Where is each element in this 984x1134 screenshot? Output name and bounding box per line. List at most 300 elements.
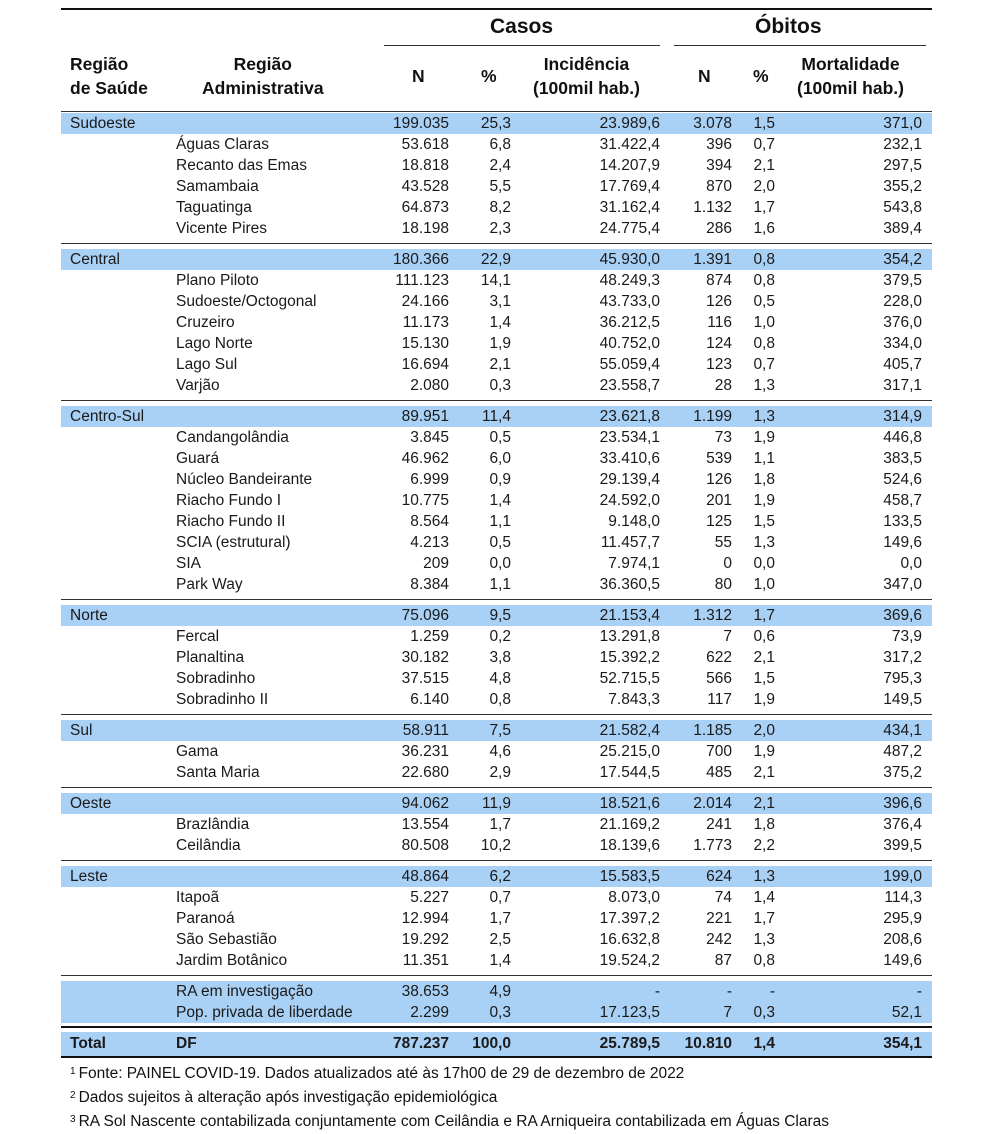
incidence: 21.169,2: [599, 816, 660, 833]
deaths-n: 874: [706, 272, 732, 289]
bottom-rule: [61, 1056, 932, 1058]
cases-pct: 4,6: [489, 743, 511, 760]
ra-row: [61, 689, 932, 710]
footnote: $^2$ Dados sujeitos à alteração após investigação epidemiológica: [70, 1089, 498, 1106]
cases-n: 6.140: [410, 691, 449, 708]
region-name: Central: [70, 251, 120, 268]
ra-name: Varjão: [176, 377, 220, 394]
header-regiao-adm: Região Administrativa: [202, 54, 324, 98]
cases-pct: 0,5: [489, 534, 511, 551]
deaths-n: 2.014: [693, 795, 732, 812]
incidence: 17.397,2: [599, 910, 660, 927]
cases-n: 11.351: [402, 952, 449, 969]
mortality: 149,5: [883, 691, 922, 708]
incidence: 29.139,4: [599, 471, 660, 488]
ra-name: Taguatinga: [176, 199, 252, 216]
deaths-pct: 0,3: [753, 1004, 775, 1021]
ra-name: Jardim Botânico: [176, 952, 288, 969]
cases-pct: 2,1: [489, 356, 511, 373]
header-obitos-pct: %: [753, 66, 769, 86]
footnotes: [70, 1062, 829, 1134]
deaths-pct: 1,3: [753, 377, 775, 394]
top-rule: [61, 8, 932, 10]
cases-n: 209: [423, 555, 449, 572]
mortality: 369,6: [883, 607, 922, 624]
obitos-group-rule: [674, 45, 926, 46]
mortality: 458,7: [883, 492, 922, 509]
deaths-pct: 1,8: [753, 471, 775, 488]
deaths-n: 201: [706, 492, 732, 509]
cases-pct: 9,5: [489, 607, 511, 624]
deaths-pct: 1,7: [753, 607, 775, 624]
deaths-pct: 1,3: [753, 408, 775, 425]
cases-n: 53.618: [401, 136, 449, 153]
ra-name: Águas Claras: [176, 136, 270, 153]
incidence: 7.974,1: [608, 555, 660, 572]
mortality: 295,9: [883, 910, 922, 927]
ra-name: Recanto das Emas: [176, 157, 307, 174]
mortality: 347,0: [883, 576, 922, 593]
deaths-pct: 1,9: [753, 743, 775, 760]
cases-n: 3.845: [410, 429, 449, 446]
deaths-n: 74: [714, 889, 732, 906]
deaths-n: 126: [706, 471, 732, 488]
cases-pct: 1,4: [489, 314, 511, 331]
region-row: [61, 406, 932, 427]
deaths-pct: 1,7: [753, 199, 775, 216]
ra-row: [61, 741, 932, 762]
deaths-n: 1.132: [693, 199, 732, 216]
ra-name: Ceilândia: [176, 837, 241, 854]
mortality: 543,8: [883, 199, 922, 216]
ra-name: Riacho Fundo II: [176, 513, 286, 530]
cases-pct: 4,8: [489, 670, 511, 687]
ra-row: [61, 626, 932, 647]
cases-pct: 0,0: [489, 555, 511, 572]
mortality: 317,2: [883, 649, 922, 666]
deaths-n: 622: [706, 649, 732, 666]
deaths-n: 700: [706, 743, 732, 760]
incidence: 23.621,8: [599, 408, 660, 425]
extra-row: [61, 1002, 932, 1023]
cases-n: 2.299: [410, 1004, 449, 1021]
deaths-n: 485: [706, 764, 732, 781]
cases-pct: 6,2: [489, 868, 511, 885]
cases-pct: 1,4: [489, 952, 511, 969]
incidence: 48.249,3: [599, 272, 660, 289]
deaths-n: 286: [706, 220, 732, 237]
band-separator: [61, 860, 932, 861]
ra-row: [61, 647, 932, 668]
region-name: Leste: [70, 868, 108, 885]
header-casos-pct: %: [481, 66, 497, 86]
deaths-pct: 1,1: [753, 450, 775, 467]
incidence: 17.544,5: [599, 764, 660, 781]
mortality: 133,5: [883, 513, 922, 530]
cases-pct: 0,3: [489, 377, 511, 394]
incidence: 18.139,6: [599, 837, 660, 854]
cases-pct: 25,3: [480, 115, 511, 132]
incidence: 24.775,4: [599, 220, 660, 237]
deaths-pct: 1,0: [753, 576, 775, 593]
deaths-n: 80: [714, 576, 732, 593]
casos-group-rule: [384, 45, 660, 46]
cases-pct: 1,4: [489, 492, 511, 509]
ra-name: Planaltina: [176, 649, 245, 666]
deaths-n: 123: [706, 356, 732, 373]
band-separator: [61, 243, 932, 244]
cases-n: 48.864: [401, 868, 449, 885]
incidence: 11.457,7: [600, 534, 660, 551]
header-mortalidade: Mortalidade (100mil hab.): [797, 54, 904, 98]
ra-name: Itapoã: [176, 889, 220, 906]
deaths-n: 539: [706, 450, 732, 467]
ra-name: Sobradinho: [176, 670, 256, 687]
incidence: 16.632,8: [599, 931, 660, 948]
cases-pct: 2,5: [489, 931, 511, 948]
ra-name: Lago Norte: [176, 335, 253, 352]
header-obitos-n: N: [698, 66, 711, 86]
region-name: Norte: [70, 607, 108, 624]
cases-n: 180.366: [392, 251, 449, 268]
mortality: 314,9: [883, 408, 922, 425]
mortality: 199,0: [883, 868, 922, 885]
mortality: 375,2: [883, 764, 922, 781]
deaths-n: 10.810: [684, 1035, 732, 1052]
incidence: 15.392,2: [599, 649, 660, 666]
region-name: Sul: [70, 722, 93, 739]
incidence: 9.148,0: [608, 513, 660, 530]
mortality: 524,6: [883, 471, 922, 488]
cases-pct: 1,7: [489, 816, 511, 833]
incidence: 33.410,6: [599, 450, 660, 467]
total-rule: [61, 1026, 932, 1028]
mortality: 434,1: [883, 722, 922, 739]
deaths-n: 242: [706, 931, 732, 948]
mortality: 446,8: [883, 429, 922, 446]
cases-pct: 1,1: [489, 513, 511, 530]
ra-row: [61, 668, 932, 689]
cases-n: 46.962: [401, 450, 449, 467]
ra-row: [61, 291, 932, 312]
ra-name: Riacho Fundo I: [176, 492, 282, 509]
deaths-n: 124: [706, 335, 732, 352]
ra-row: [61, 197, 932, 218]
mortality: 52,1: [891, 1004, 922, 1021]
region-row: [61, 720, 932, 741]
incidence: 21.153,4: [599, 607, 660, 624]
cases-n: 43.528: [401, 178, 449, 195]
deaths-n: 73: [714, 429, 732, 446]
ra-row: [61, 553, 932, 574]
deaths-pct: 1,6: [753, 220, 775, 237]
incidence: 8.073,0: [608, 889, 660, 906]
ra-name: Candangolândia: [176, 429, 289, 446]
ra-row: [61, 469, 932, 490]
ra-name: Sudoeste/Octogonal: [176, 293, 317, 310]
incidence: 23.989,6: [599, 115, 660, 132]
incidence: 36.360,5: [599, 576, 660, 593]
cases-n: 19.292: [401, 931, 449, 948]
deaths-n: -: [726, 983, 732, 1000]
incidence: 7.843,3: [608, 691, 660, 708]
ra-row: [61, 950, 932, 971]
deaths-pct: 1,3: [753, 931, 775, 948]
region-row: [61, 113, 932, 134]
ra-name: Santa Maria: [176, 764, 260, 781]
cases-n: 16.694: [401, 356, 449, 373]
deaths-pct: 2,2: [753, 837, 775, 854]
cases-n: 8.564: [410, 513, 449, 530]
ra-name: Park Way: [176, 576, 243, 593]
incidence: 18.521,6: [599, 795, 660, 812]
incidence: -: [654, 983, 660, 1000]
cases-pct: 8,2: [489, 199, 511, 216]
deaths-pct: 0,8: [753, 952, 775, 969]
incidence: 36.212,5: [599, 314, 660, 331]
ra-name: Vicente Pires: [176, 220, 268, 237]
ra-row: [61, 908, 932, 929]
deaths-n: 7: [723, 1004, 732, 1021]
header-incidencia: Incidência (100mil hab.): [533, 54, 640, 98]
incidence: 25.215,0: [599, 743, 660, 760]
deaths-n: 7: [723, 628, 732, 645]
cases-n: 11.173: [402, 314, 449, 331]
cases-n: 58.911: [402, 722, 449, 739]
deaths-pct: 1,9: [753, 429, 775, 446]
cases-pct: 5,5: [489, 178, 511, 195]
cases-pct: 7,5: [489, 722, 511, 739]
deaths-pct: 2,1: [753, 764, 775, 781]
band-separator: [61, 714, 932, 715]
deaths-pct: -: [769, 983, 775, 1000]
mortality: 371,0: [883, 115, 922, 132]
incidence: 31.162,4: [599, 199, 660, 216]
mortality: 149,6: [883, 952, 922, 969]
cases-n: 4.213: [410, 534, 449, 551]
deaths-n: 126: [706, 293, 732, 310]
mortality: 354,2: [883, 251, 922, 268]
deaths-pct: 2,1: [753, 157, 775, 174]
cases-n: 13.554: [401, 816, 449, 833]
incidence: 24.592,0: [599, 492, 660, 509]
cases-pct: 2,3: [489, 220, 511, 237]
cases-pct: 0,9: [489, 471, 511, 488]
cases-pct: 11,4: [481, 408, 511, 425]
ra-row: [61, 929, 932, 950]
mortality: 334,0: [883, 335, 922, 352]
cases-pct: 2,4: [489, 157, 511, 174]
cases-n: 15.130: [401, 335, 449, 352]
cases-pct: 0,2: [489, 628, 511, 645]
deaths-pct: 0,8: [753, 251, 775, 268]
mortality: 396,6: [883, 795, 922, 812]
mortality: 405,7: [883, 356, 922, 373]
ra-row: [61, 762, 932, 783]
incidence: 31.422,4: [599, 136, 660, 153]
ra-name: Fercal: [176, 628, 220, 645]
cases-pct: 0,3: [489, 1004, 511, 1021]
region-row: [61, 249, 932, 270]
ra-row: [61, 270, 932, 291]
deaths-n: 125: [706, 513, 732, 530]
deaths-n: 624: [706, 868, 732, 885]
deaths-pct: 1,5: [753, 115, 775, 132]
deaths-pct: 0,7: [753, 356, 775, 373]
ra-name: Cruzeiro: [176, 314, 235, 331]
deaths-n: 116: [707, 314, 732, 331]
cases-n: 94.062: [401, 795, 449, 812]
region-name: Sudoeste: [70, 115, 136, 132]
cases-n: 24.166: [401, 293, 449, 310]
ra-name: Pop. privada de liberdade: [176, 1004, 353, 1021]
incidence: 43.733,0: [599, 293, 660, 310]
incidence: 13.291,8: [599, 628, 660, 645]
deaths-n: 870: [706, 178, 732, 195]
cases-n: 89.951: [401, 408, 449, 425]
band-separator: [61, 599, 932, 600]
mortality: 149,6: [883, 534, 922, 551]
mortality: 355,2: [883, 178, 922, 195]
region-name: Total: [70, 1035, 106, 1052]
footnote: $^3$ RA Sol Nascente contabilizada conjuntamente com Ceilândia e RA Arniqueira contabilizada em Águas Claras: [70, 1113, 830, 1130]
deaths-pct: 0,7: [753, 136, 775, 153]
ra-row: [61, 814, 932, 835]
mortality: 232,1: [883, 136, 922, 153]
ra-name: Paranoá: [176, 910, 235, 927]
header-casos-n: N: [412, 66, 425, 86]
incidence: 40.752,0: [599, 335, 660, 352]
cases-pct: 6,0: [489, 450, 511, 467]
mortality: 389,4: [883, 220, 922, 237]
deaths-n: 55: [714, 534, 732, 551]
cases-pct: 6,8: [489, 136, 511, 153]
deaths-n: 3.078: [693, 115, 732, 132]
mortality: 317,1: [883, 377, 922, 394]
cases-n: 8.384: [410, 576, 449, 593]
ra-row: [61, 134, 932, 155]
deaths-n: 28: [714, 377, 732, 394]
cases-n: 64.873: [401, 199, 449, 216]
cases-n: 199.035: [392, 115, 449, 132]
cases-n: 1.259: [410, 628, 449, 645]
mortality: 795,3: [883, 670, 922, 687]
mortality: 376,0: [883, 314, 922, 331]
incidence: 17.123,5: [599, 1004, 660, 1021]
header-regiao-saude: Região de Saúde: [70, 54, 148, 98]
cases-n: 6.999: [410, 471, 449, 488]
ra-row: [61, 333, 932, 354]
deaths-pct: 1,7: [753, 910, 775, 927]
cases-n: 75.096: [401, 607, 449, 624]
incidence: 45.930,0: [599, 251, 660, 268]
deaths-pct: 2,0: [753, 722, 775, 739]
cases-n: 5.227: [410, 889, 449, 906]
ra-name: Plano Piloto: [176, 272, 259, 289]
cases-pct: 100,0: [472, 1035, 511, 1052]
incidence: 14.207,9: [599, 157, 660, 174]
band-separator: [61, 787, 932, 788]
deaths-n: 1.199: [693, 408, 732, 425]
ra-row: [61, 218, 932, 239]
deaths-n: 87: [714, 952, 732, 969]
group-casos: Casos: [490, 15, 554, 38]
mortality: 297,5: [883, 157, 922, 174]
deaths-n: 396: [706, 136, 732, 153]
total-row: [61, 1032, 932, 1056]
cases-pct: 0,8: [489, 691, 511, 708]
deaths-n: 394: [706, 157, 732, 174]
ra-name: Samambaia: [176, 178, 259, 195]
cases-n: 80.508: [401, 837, 449, 854]
cases-pct: 0,5: [489, 429, 511, 446]
footnote: $^1$ Fonte: PAINEL COVID-19. Dados atualizados até às 17h00 de 29 de dezembro de 2022: [70, 1065, 685, 1082]
ra-name: DF: [176, 1035, 197, 1052]
deaths-n: 0: [723, 555, 732, 572]
group-obitos: Óbitos: [755, 15, 822, 38]
deaths-n: 566: [706, 670, 732, 687]
deaths-n: 221: [706, 910, 732, 927]
deaths-pct: 1,0: [753, 314, 775, 331]
mortality: 383,5: [883, 450, 922, 467]
cases-pct: 10,2: [480, 837, 511, 854]
cases-pct: 2,9: [489, 764, 511, 781]
ra-name: Gama: [176, 743, 219, 760]
cases-pct: 1,7: [489, 910, 511, 927]
mortality: 379,5: [883, 272, 922, 289]
deaths-pct: 2,0: [753, 178, 775, 195]
deaths-pct: 1,9: [753, 492, 775, 509]
extra-row: [61, 981, 932, 1002]
ra-name: Guará: [176, 450, 220, 467]
incidence: 55.059,4: [599, 356, 660, 373]
cases-n: 38.653: [401, 983, 449, 1000]
deaths-pct: 1,9: [753, 691, 775, 708]
cases-n: 36.231: [401, 743, 449, 760]
cases-n: 10.775: [401, 492, 449, 509]
cases-n: 2.080: [410, 377, 449, 394]
ra-name: Lago Sul: [176, 356, 238, 373]
incidence: 52.715,5: [599, 670, 660, 687]
deaths-pct: 1,3: [753, 868, 775, 885]
ra-row: [61, 574, 932, 595]
cases-pct: 11,9: [481, 795, 511, 812]
mortality: 0,0: [900, 555, 922, 572]
cases-pct: 1,9: [489, 335, 511, 352]
cases-n: 111.123: [395, 272, 449, 289]
mortality: 73,9: [891, 628, 922, 645]
cases-pct: 3,1: [489, 293, 511, 310]
incidence: 23.558,7: [599, 377, 660, 394]
mortality: 354,1: [883, 1035, 922, 1052]
region-row: [61, 605, 932, 626]
incidence: 15.583,5: [599, 868, 660, 885]
mortality: 228,0: [883, 293, 922, 310]
deaths-n: 1.773: [693, 837, 732, 854]
deaths-pct: 1,4: [753, 889, 775, 906]
ra-name: Brazlândia: [176, 816, 250, 833]
mortality: 399,5: [883, 837, 922, 854]
mortality: 487,2: [883, 743, 922, 760]
deaths-n: 1.391: [693, 251, 732, 268]
cases-pct: 22,9: [480, 251, 511, 268]
deaths-n: 1.185: [693, 722, 732, 739]
deaths-pct: 0,6: [753, 628, 775, 645]
ra-name: SIA: [176, 555, 201, 572]
incidence: 21.582,4: [599, 722, 660, 739]
deaths-pct: 2,1: [753, 649, 775, 666]
ra-row: [61, 448, 932, 469]
